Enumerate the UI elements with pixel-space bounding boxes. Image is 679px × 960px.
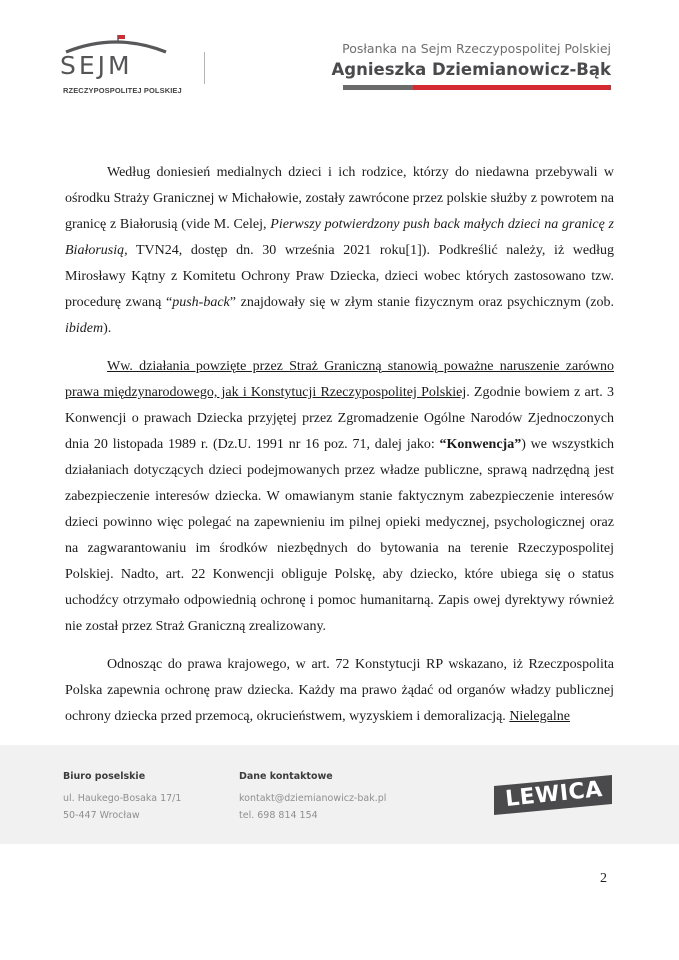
contact-email: kontakt@dziemianowicz-bak.pl: [239, 793, 387, 804]
article-title: Pierwszy potwierdzony push back małych dzieci na granicę z Białorusią: [65, 217, 614, 258]
paragraph-2-text: ) we wszystkich działaniach dotyczących dzieci podejmowanych przez władze publiczne, sprawą nadrzędną jest zabezpieczenie interesów dziecka. W omawianym stanie faktycznym zabezpieczenie interesów dzieci powinno więc polegać na zapewnieniu im pilnej opieki medycznej, psychologicznej oraz na zagwarantowaniu im środków niezbędnych do bytowania na terenie Rzeczypospolitej Polskiej. Nadto, art. 22 Konwencji obliguje Polskę, aby dziecko, które ubiega się o status uchodźcy otrzymało odpowiednią ochronę i pomoc humanitarną. Zapis owej dyrektywy również nie został przez Straż Graniczną zrealizowany.: [65, 437, 614, 634]
mp-name: Agnieszka Dziemianowicz-Bąk: [331, 60, 611, 79]
underlined-statement: Ww. działania powzięte przez Straż Graniczną stanowią poważne naruszenie zarówno prawa międzynarodowego, jak i Konstytucji Rzeczypospolitej Polskiej: [65, 359, 614, 400]
footer: [0, 745, 679, 844]
letterhead: [0, 0, 679, 110]
paragraph-2-text: . Zgodnie bowiem z art. 3 Konwencji o prawach Dziecka przyjętej przez Zgromadzenie Ogólne Narodów Zjednoczonych dnia 20 listopada 1989 r. (Dz.U. 1991 nr 16 poz. 71, dalej jako:: [65, 385, 614, 452]
lewica-logo: [492, 773, 614, 817]
paragraph-3-text: Odnosząc do prawa krajowego, w art. 72 Konstytucji RP wskazano, iż Rzeczpospolita Polska zapewnia ochronę praw dziecka. Każdy ma prawo żądać od organów władzy publicznej ochrony dziecka przed przemocą, okrucieństwem, wyzyskiem i demoralizacją.: [65, 657, 614, 724]
office-info: [63, 770, 181, 824]
paragraph-1-text: , TVN24, dostęp dn. 30 września 2021 roku[1]). Podkreślić należy, iż według Mirosławy Kątny z Komitetu Ochrony Praw Dziecka, dzieci wobec których zastosowano tzw. procedurę zwaną “: [65, 243, 614, 310]
sejm-logo: [60, 34, 182, 100]
office-heading: Biuro poselskie: [63, 771, 146, 782]
push-back-term: push-back: [172, 295, 230, 310]
lewica-logo-text: LEWICA: [504, 776, 604, 813]
office-city: 50-447 Wrocław: [63, 810, 140, 821]
sejm-logo-text: SEJM: [60, 51, 133, 80]
contact-info: [239, 770, 386, 824]
mp-identity: [332, 40, 611, 90]
mp-title: Posłanka na Sejm Rzeczypospolitej Polskiej: [342, 41, 611, 56]
header-rule-gray: [343, 85, 413, 90]
header-rule-red: [413, 85, 611, 90]
paragraph-2: [65, 354, 614, 640]
page-number: 2: [600, 871, 607, 886]
paragraph-1: [65, 160, 614, 342]
paragraph-3: [65, 652, 614, 730]
paragraph-1-text: ).: [103, 321, 112, 336]
paragraph-1-text: Według doniesień medialnych dzieci i ich rodzice, którzy do niedawna przebywali w ośrodku Straży Granicznej w Michałowie, zostały zawrócone przez polskie służby z powrotem na granicę z Białorusią (vide M. Celej,: [65, 165, 614, 232]
contact-heading: Dane kontaktowe: [239, 771, 333, 782]
header-rule: [332, 85, 611, 90]
letter-body: [65, 160, 614, 742]
contact-phone: tel. 698 814 154: [239, 810, 318, 821]
ibidem-term: ibidem: [65, 321, 104, 336]
sejm-logo-subtitle: RZECZYPOSPOLITEJ POLSKIEJ: [63, 86, 182, 95]
underlined-word: Nielegalne: [509, 709, 570, 724]
office-street: ul. Haukego-Bosaka 17/1: [63, 793, 182, 804]
konwencja-term: “Konwencja”: [439, 437, 522, 452]
header-divider: [204, 52, 205, 84]
paragraph-1-text: ” znajdowały się w złym stanie fizycznym oraz psychicznym (zob.: [229, 295, 614, 310]
